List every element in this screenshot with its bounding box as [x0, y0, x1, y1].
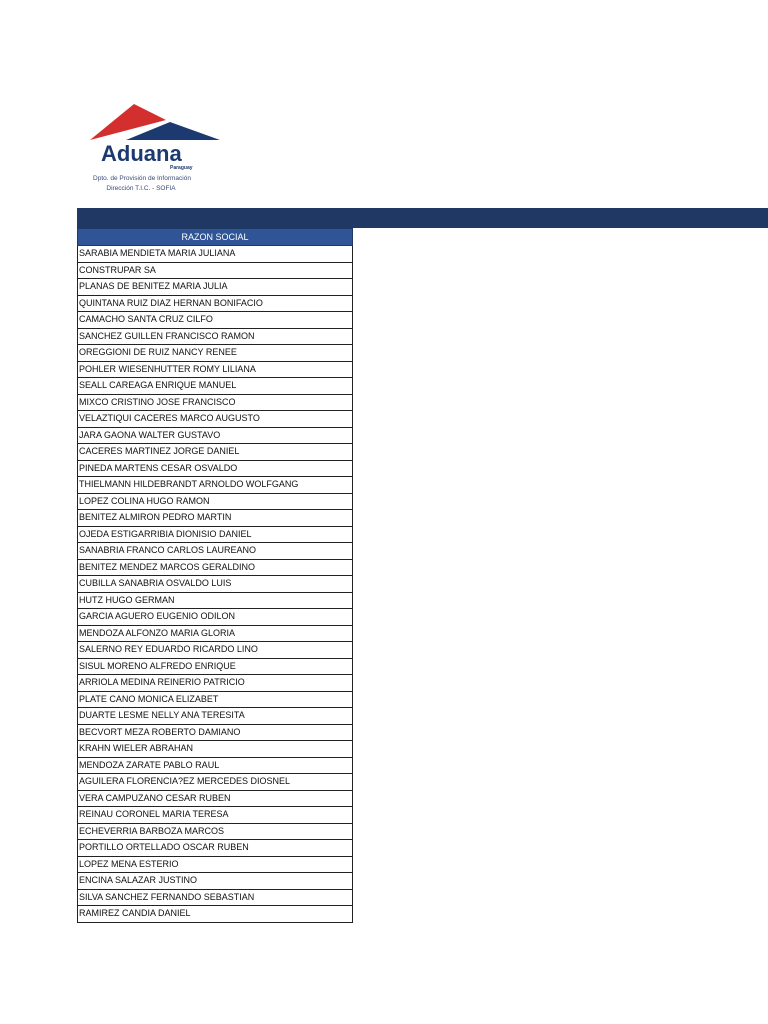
table-row	[78, 807, 353, 824]
razon-social-cell[interactable]: PORTILLO ORTELLADO OSCAR RUBEN	[78, 840, 353, 857]
razon-social-cell[interactable]: THIELMANN HILDEBRANDT ARNOLDO WOLFGANG	[78, 477, 353, 494]
table-row	[78, 741, 353, 758]
logo-direction: Dirección T.I.C. - SOFIA	[106, 185, 176, 192]
table-row	[78, 675, 353, 692]
razon-social-cell[interactable]: AGUILERA FLORENCIA?EZ MERCEDES DIOSNEL	[78, 774, 353, 791]
razon-social-cell[interactable]: PLANAS DE BENITEZ MARIA JULIA	[78, 279, 353, 296]
table-row	[78, 691, 353, 708]
razon-social-cell[interactable]: SALERNO REY EDUARDO RICARDO LINO	[78, 642, 353, 659]
table-row	[78, 543, 353, 560]
razon-social-cell[interactable]: SANCHEZ GUILLEN FRANCISCO RAMON	[78, 328, 353, 345]
razon-social-cell[interactable]: VERA CAMPUZANO CESAR RUBEN	[78, 790, 353, 807]
table-row	[78, 477, 353, 494]
table-row	[78, 279, 353, 296]
razon-social-cell[interactable]: SARABIA MENDIETA MARIA JULIANA	[78, 246, 353, 263]
table-row	[78, 411, 353, 428]
razon-social-cell[interactable]: LOPEZ COLINA HUGO RAMON	[78, 493, 353, 510]
razon-social-cell[interactable]: MENDOZA ZARATE PABLO RAUL	[78, 757, 353, 774]
table-row	[78, 757, 353, 774]
razon-social-table	[77, 228, 353, 923]
logo-department: Dpto. de Provisión de Información	[93, 175, 191, 182]
razon-social-cell[interactable]: LOPEZ MENA ESTERIO	[78, 856, 353, 873]
table-row	[78, 823, 353, 840]
column-header-razon-social: RAZON SOCIAL	[78, 229, 353, 246]
table-row	[78, 708, 353, 725]
razon-social-cell[interactable]: VELAZTIQUI CACERES MARCO AUGUSTO	[78, 411, 353, 428]
table-row	[78, 345, 353, 362]
table-row	[78, 493, 353, 510]
table-body	[78, 246, 353, 923]
razon-social-cell[interactable]: BENITEZ ALMIRON PEDRO MARTIN	[78, 510, 353, 527]
razon-social-cell[interactable]: RAMIREZ CANDIA DANIEL	[78, 906, 353, 923]
razon-social-cell[interactable]: SISUL MORENO ALFREDO ENRIQUE	[78, 658, 353, 675]
table-row	[78, 510, 353, 527]
razon-social-cell[interactable]: SEALL CAREAGA ENRIQUE MANUEL	[78, 378, 353, 395]
razon-social-cell[interactable]: BECVORT MEZA ROBERTO DAMIANO	[78, 724, 353, 741]
razon-social-cell[interactable]: POHLER WIESENHUTTER ROMY LILIANA	[78, 361, 353, 378]
razon-social-cell[interactable]: MENDOZA ALFONZO MARIA GLORIA	[78, 625, 353, 642]
razon-social-cell[interactable]: OJEDA ESTIGARRIBIA DIONISIO DANIEL	[78, 526, 353, 543]
razon-social-cell[interactable]: CACERES MARTINEZ JORGE DANIEL	[78, 444, 353, 461]
razon-social-cell[interactable]: ARRIOLA MEDINA REINERIO PATRICIO	[78, 675, 353, 692]
razon-social-cell[interactable]: CONSTRUPAR SA	[78, 262, 353, 279]
razon-social-cell[interactable]: DUARTE LESME NELLY ANA TERESITA	[78, 708, 353, 725]
table-row	[78, 361, 353, 378]
razon-social-cell[interactable]: ECHEVERRIA BARBOZA MARCOS	[78, 823, 353, 840]
razon-social-cell[interactable]: ENCINA SALAZAR JUSTINO	[78, 873, 353, 890]
table-row	[78, 444, 353, 461]
razon-social-cell[interactable]: MIXCO CRISTINO JOSE FRANCISCO	[78, 394, 353, 411]
table-row	[78, 609, 353, 626]
table-row	[78, 658, 353, 675]
razon-social-cell[interactable]: PLATE CANO MONICA ELIZABET	[78, 691, 353, 708]
table-row	[78, 592, 353, 609]
razon-social-cell[interactable]: PINEDA MARTENS CESAR OSVALDO	[78, 460, 353, 477]
table-row	[78, 328, 353, 345]
table-row	[78, 873, 353, 890]
razon-social-cell[interactable]: SANABRIA FRANCO CARLOS LAUREANO	[78, 543, 353, 560]
roof-icon	[86, 100, 226, 142]
table-row	[78, 840, 353, 857]
table-row	[78, 427, 353, 444]
table-row	[78, 906, 353, 923]
table-row	[78, 526, 353, 543]
razon-social-cell[interactable]: BENITEZ MENDEZ MARCOS GERALDINO	[78, 559, 353, 576]
table-row	[78, 378, 353, 395]
razon-social-cell[interactable]: HUTZ HUGO GERMAN	[78, 592, 353, 609]
table-row	[78, 295, 353, 312]
table-row	[78, 262, 353, 279]
logo-country: Paraguay	[170, 165, 193, 171]
table-row	[78, 559, 353, 576]
razon-social-cell[interactable]: KRAHN WIELER ABRAHAN	[78, 741, 353, 758]
razon-social-cell[interactable]: QUINTANA RUIZ DIAZ HERNAN BONIFACIO	[78, 295, 353, 312]
logo-name: Aduana	[101, 141, 182, 166]
table-row	[78, 576, 353, 593]
table-row	[78, 856, 353, 873]
razon-social-cell[interactable]: JARA GAONA WALTER GUSTAVO	[78, 427, 353, 444]
table-row	[78, 394, 353, 411]
table-row	[78, 246, 353, 263]
table-row	[78, 889, 353, 906]
razon-social-cell[interactable]: GARCIA AGUERO EUGENIO ODILON	[78, 609, 353, 626]
table-row	[78, 460, 353, 477]
table-row	[78, 790, 353, 807]
aduana-logo	[86, 100, 226, 200]
razon-social-cell[interactable]: SILVA SANCHEZ FERNANDO SEBASTIAN	[78, 889, 353, 906]
table-header-row	[78, 229, 353, 246]
header-band	[77, 208, 768, 228]
table-row	[78, 642, 353, 659]
table-row	[78, 312, 353, 329]
razon-social-cell[interactable]: CAMACHO SANTA CRUZ CILFO	[78, 312, 353, 329]
razon-social-cell[interactable]: OREGGIONI DE RUIZ NANCY RENEE	[78, 345, 353, 362]
table-row	[78, 724, 353, 741]
razon-social-cell[interactable]: CUBILLA SANABRIA OSVALDO LUIS	[78, 576, 353, 593]
table-row	[78, 774, 353, 791]
table-row	[78, 625, 353, 642]
razon-social-cell[interactable]: REINAU CORONEL MARIA TERESA	[78, 807, 353, 824]
